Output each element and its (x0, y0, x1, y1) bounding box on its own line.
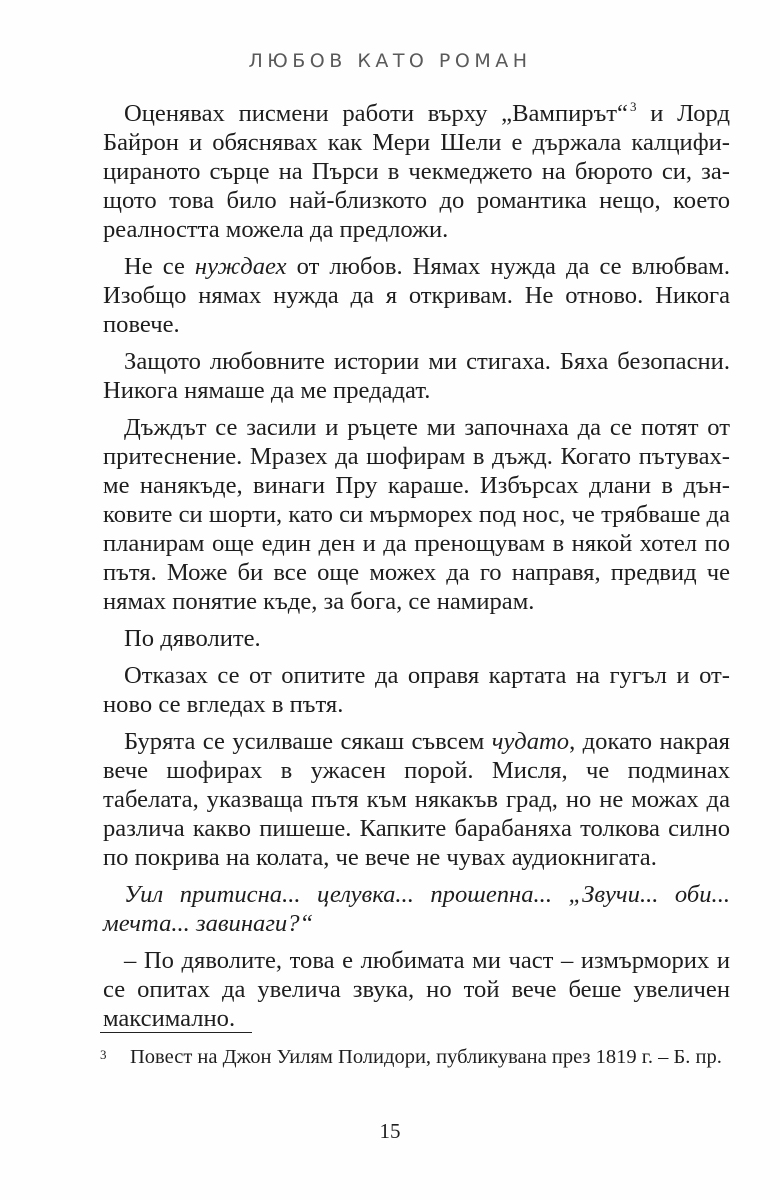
text-run: По дяволите. (124, 625, 261, 652)
footnote-number: 3 (100, 1047, 107, 1062)
body-text (103, 99, 730, 1041)
paragraph (103, 661, 730, 719)
text-run: Дъждът се засили и ръцете ми започнаха да се потят от притеснение. Мразех да шофирам в дъжд. Когато пътувахме нанякъде, винаги Пру караше. Избърсах длани в дънковите си шорти, като си мърморех под нос, че трябваше да планирам още един ден и да пренощувам в някой хотел по пътя. Може би все още можех да го направя, предвид че нямах понятие къде, за бога, се намирам. (103, 414, 730, 615)
footnote-reference: 3 (629, 99, 637, 114)
italic-text: Уил притисна... целувка... прошепна... „Звучи... оби... мечта... завинаги?“ (103, 881, 730, 937)
text-run: Не се (124, 253, 195, 280)
italic-text: нуждаех (194, 253, 287, 280)
paragraph (103, 252, 730, 339)
text-run: Оценявах писмени работи върху „Вампирът“ (124, 100, 628, 127)
footnote-separator (100, 1032, 252, 1033)
text-run: – По дяволите, това е любимата ми част – измърморих и се опитах да увелича звука, но той вече беше увеличен максимално. (103, 947, 730, 1032)
footnote (100, 1044, 732, 1071)
paragraph (103, 99, 730, 244)
text-run: и Лорд Байрон и обяснявах как Мери Шели е държала калцифицираното сърце на Пърси в чекмеджето на бюрото си, защото това било най-близкото до романтика нещо, което реалността можела да предложи. (103, 100, 730, 243)
paragraph (103, 946, 730, 1033)
text-run: от любов. Нямах нужда да се влюбвам. Изобщо нямах нужда да я откривам. Не отново. Никога повече. (103, 253, 731, 338)
text-run: Отказах се от опитите да оправя картата на гугъл и отново се вгледах в пътя. (103, 662, 730, 718)
paragraph (103, 880, 730, 938)
footnote-text: Повест на Джон Уилям Полидори, публикувана през 1819 г. – Б. пр. (130, 1046, 722, 1068)
paragraph (103, 624, 730, 653)
text-run: Бурята се усилваше сякаш съвсем (124, 728, 492, 755)
paragraph (103, 347, 730, 405)
italic-text: чудато (491, 728, 570, 755)
running-head-title: ЛЮБОВ КАТО РОМАН (248, 50, 532, 72)
page-number: 15 (379, 1119, 401, 1143)
paragraph (103, 727, 730, 872)
text-run: Защото любовните истории ми стигаха. Бяха безопасни. Никога нямаше да ме предадат. (103, 348, 730, 404)
text-run: , докато накрая вече шофирах в ужасен порой. Мисля, че подминах табелата, указваща пътя към някакъв град, но не можах да различа какво пишеше. Капките барабаняха толкова силно по покрива на колата, че вече не чувах аудиокнигата. (103, 728, 730, 871)
paragraph (103, 413, 730, 616)
